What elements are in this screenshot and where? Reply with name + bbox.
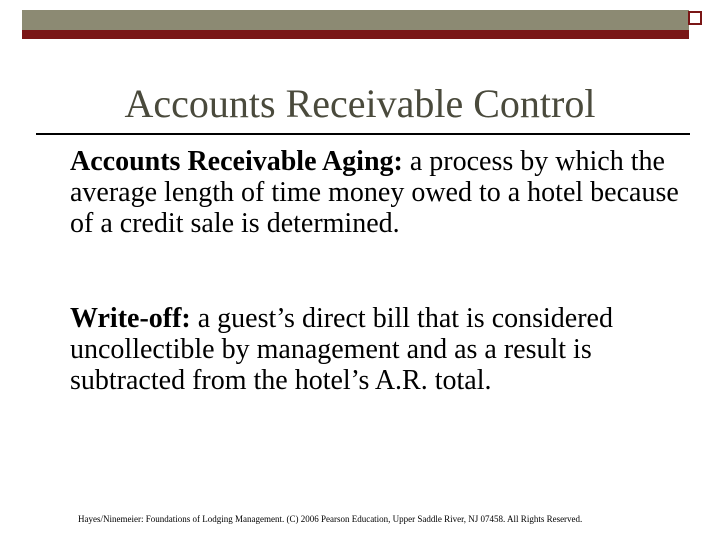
definition-term: Accounts Receivable Aging: [70,146,403,177]
definition-write-off [70,303,690,396]
definition-text: a process by which the average length of time money owed to a hotel because of a credit sale is determined. [70,146,679,239]
slide-title: Accounts Receivable Control [124,81,596,126]
header-bar-red [22,30,689,39]
definition-aging [70,146,690,239]
copyright-footer: Hayes/Ninemeier: Foundations of Lodging Management. (C) 2006 Pearson Education, Upper Saddle River, NJ 07458. All Rights Reserved. [78,514,583,524]
corner-square-decoration [688,11,702,25]
header-bar-gray [22,10,689,30]
definition-term: Write-off: [70,303,191,334]
definition-text: a guest’s direct bill that is considered uncollectible by management and as a result is subtracted from the hotel’s A.R. total. [70,303,613,396]
title-divider [36,133,690,135]
